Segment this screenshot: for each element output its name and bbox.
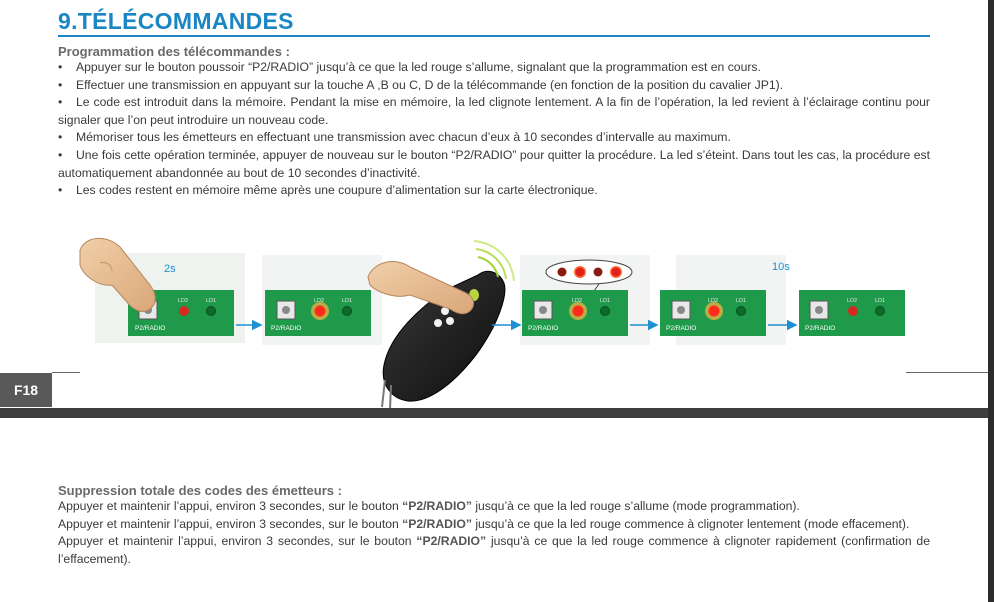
circuit-board-3: [522, 290, 628, 336]
button-label: P2/RADIO: [271, 325, 302, 332]
programming-diagram: [0, 215, 994, 410]
deletion-step: Appuyer et maintenir l’appui, environ 3 secondes, sur le bouton “P2/RADIO” jusqu’à ce que la led rouge commence à clignoter lentement (mode effacement).: [58, 516, 910, 531]
bullet-item: • Appuyer sur le bouton poussoir “P2/RADIO” jusqu’à ce que la led rouge s’allume, signalant que la programmation est en cours.: [58, 59, 930, 77]
deletion-section: [58, 483, 930, 568]
led2-label: LD2: [708, 298, 719, 304]
bullet-marker: •: [58, 95, 63, 110]
led2-label: LD2: [178, 298, 189, 304]
led-green: [601, 307, 610, 316]
led2-label: LD2: [847, 298, 858, 304]
bullet-item: • Mémoriser tous les émetteurs en effectuant une transmission avec chacun d’eux à 10 secondes d’intervalle au maximum.: [58, 129, 930, 147]
footer-rule: [52, 372, 80, 373]
led-red-lit: [709, 306, 720, 317]
heading-rule: [58, 35, 930, 37]
led1-label: LD1: [342, 298, 353, 304]
led-green: [343, 307, 352, 316]
time-label-2s: 2s: [164, 263, 176, 275]
page-marker: F18: [0, 373, 52, 407]
bullet-marker: •: [58, 183, 63, 198]
led2-label: LD2: [572, 298, 583, 304]
bullet-marker: •: [58, 147, 63, 162]
bullet-item: • Le code est introduit dans la mémoire. Pendant la mise en mémoire, la led clignote lentement. A la fin de l’opération, la led revient à l’éclairage continu pour signaler que l’on peut introduire un nouveau code.: [58, 95, 930, 127]
bullet-marker: •: [58, 77, 63, 92]
bullet-item: • Les codes restent en mémoire même après une coupure d’alimentation sur la carte électronique.: [58, 182, 930, 200]
led1-label: LD1: [736, 298, 747, 304]
section-heading: 9.TÉLÉCOMMANDES: [58, 8, 294, 34]
bullet-marker: •: [58, 130, 63, 145]
circuit-board-2: [265, 290, 371, 336]
time-label-10s: 10s: [772, 261, 790, 273]
led-green: [207, 307, 216, 316]
led-red: [179, 306, 189, 316]
led-green: [737, 307, 746, 316]
button-label: P2/RADIO: [528, 325, 559, 332]
page-edge: [988, 0, 994, 602]
button-label: P2/RADIO: [805, 325, 836, 332]
led-red-lit: [315, 306, 326, 317]
footer-rule: [906, 372, 988, 373]
programming-title: Programmation des télécommandes :: [58, 44, 290, 59]
page-separator: [0, 408, 994, 418]
led-green: [876, 307, 885, 316]
led1-label: LD1: [600, 298, 611, 304]
diagram-svg: [0, 215, 994, 410]
bullet-marker: •: [58, 60, 63, 74]
button-label: P2/RADIO: [135, 325, 166, 332]
programming-section: [58, 44, 930, 200]
circuit-board-5: [799, 290, 905, 336]
deletion-step: Appuyer et maintenir l’appui, environ 3 secondes, sur le bouton “P2/RADIO” jusqu’à ce que la led rouge commence à clignoter rapidement (confirmation de l’effacement).: [58, 534, 930, 566]
led2-label: LD2: [314, 298, 325, 304]
led-red: [848, 306, 858, 316]
button-label: P2/RADIO: [666, 325, 697, 332]
deletion-title: Suppression totale des codes des émetteurs :: [58, 483, 342, 498]
circuit-board-4: [660, 290, 766, 336]
programming-bullets: [58, 59, 930, 200]
deletion-step: Appuyer et maintenir l’appui, environ 3 secondes, sur le bouton “P2/RADIO” jusqu’à ce que la led rouge s’allume (mode programmation).: [58, 499, 800, 513]
led-red-lit: [573, 306, 584, 317]
led1-label: LD1: [875, 298, 886, 304]
deletion-steps: [58, 498, 930, 568]
bullet-item: • Une fois cette opération terminée, appuyer de nouveau sur le bouton “P2/RADIO” pour quitter la procédure. La led s’éteint. Dans tout les cas, la procédure est automatiquement abandonnée au bout de 10 secondes d’inactivité.: [58, 147, 930, 180]
led1-label: LD1: [206, 298, 217, 304]
bullet-item: • Effectuer une transmission en appuyant sur la touche A ,B ou C, D de la télécommande (en fonction de la position du cavalier JP1).: [58, 77, 930, 95]
